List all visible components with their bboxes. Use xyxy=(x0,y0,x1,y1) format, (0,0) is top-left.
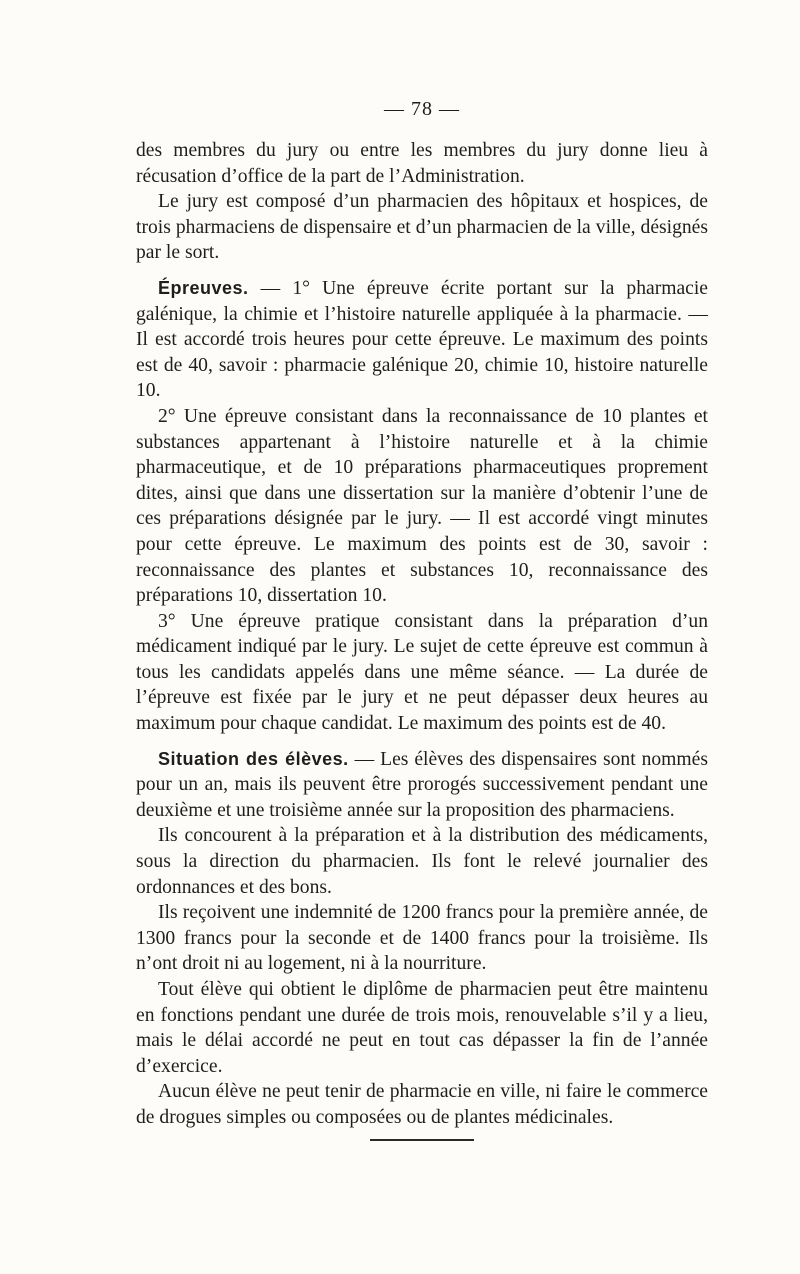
paragraph-epreuve-pratique: 3° Une épreuve pratique consistant dans la préparation d’un médicament indiqué par le jury. Le sujet de cette épreuve est commun à tous les candidats appelés dans une même séance. — La durée de l’épreuve est fixée par le jury et ne peut dépasser deux heures au maximum pour chaque candidat. Le maximum des points est de 40. xyxy=(136,610,708,735)
document-page xyxy=(136,96,708,1141)
paragraph-interdiction: Aucun élève ne peut tenir de pharmacie en ville, ni faire le commerce de drogues simples ou composées ou de plantes médicinales. xyxy=(136,1081,708,1128)
paragraph-epreuve-ecrite xyxy=(136,276,708,404)
body-text xyxy=(136,138,708,1131)
page-number: — 78 — xyxy=(384,98,460,120)
closing-rule xyxy=(370,1139,474,1141)
section-heading-epreuves: Épreuves. xyxy=(158,277,249,298)
paragraph-jury-composition: Le jury est composé d’un pharmacien des hôpitaux et hospices, de trois pharmaciens de dispensaire et d’un pharmacien de la ville, désignés par le sort. xyxy=(136,191,708,264)
situation-eleves-text: — Les élèves des dispensaires sont nommés pour un an, mais ils peuvent être prorogés successivement pendant une deuxième et une troisième année sur la proposition des pharmaciens. xyxy=(136,748,708,821)
paragraph-epreuve-reconnaissance: 2° Une épreuve consistant dans la reconnaissance de 10 plantes et substances appartenant à l’histoire naturelle et à la chimie pharmaceutique, et de 10 préparations pharmaceutiques proprement dites, ainsi que dans une dissertation sur la manière d’obtenir l’une de ces préparations désignée par le jury. — Il est accordé vingt minutes pour cette épreuve. Le maximum des points est de 30, savoir : reconnaissance des plantes et substances 10, reconnaissance des préparations 10, dissertation 10. xyxy=(136,405,708,607)
paragraph-indemnite: Ils reçoivent une indemnité de 1200 francs pour la première année, de 1300 francs pour la seconde et de 1400 francs pour la troisième. Ils n’ont droit ni au logement, ni à la nourriture. xyxy=(136,902,708,975)
paragraph-situation-eleves xyxy=(136,747,708,824)
paragraph-diplome: Tout élève qui obtient le diplôme de pharmacien peut être maintenu en fonctions pendant une durée de trois mois, renouvelable s’il y a lieu, mais le délai accordé ne peut en tout cas dépasser la fin de l’année d’exercice. xyxy=(136,979,708,1077)
paragraph-recusation: des membres du jury ou entre les membres du jury donne lieu à récusation d’office de la part de l’Administration. xyxy=(136,140,708,187)
section-heading-situation: Situation des élèves. xyxy=(158,748,349,769)
paragraph-fonctions: Ils concourent à la préparation et à la distribution des médicaments, sous la direction du pharmacien. Ils font le relevé journalier des ordonnances et des bons. xyxy=(136,825,708,898)
epreuve-ecrite-text: — 1° Une épreuve écrite portant sur la pharmacie galénique, la chimie et l’histoire naturelle appliquée à la pharmacie. — Il est accordé trois heures pour cette épreuve. Le maximum des points est de 40, savoir : pharmacie galénique 20, chimie 10, histoire naturelle 10. xyxy=(136,277,708,402)
